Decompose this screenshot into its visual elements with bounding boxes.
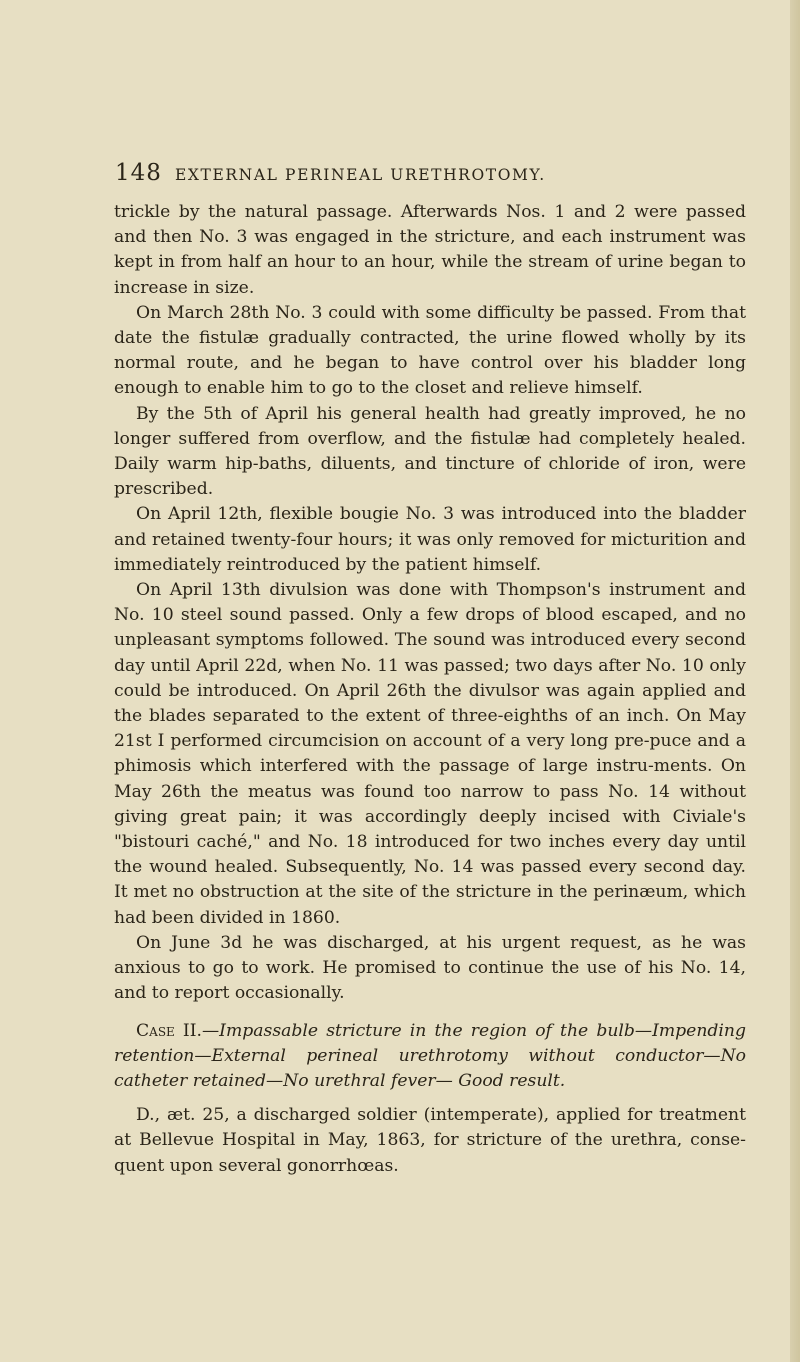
paragraph: By the 5th of April his general health had greatly improved, he no longer suffered from overflow, and the fistulæ had completely healed. Daily warm hip-baths, diluents, and tincture of chloride of iron, were prescribed. (114, 403, 746, 500)
case-body: D., æt. 25, a discharged soldier (intemperate), applied for treatment at Bellevue Hospital in May, 1863, for stricture of the urethra, conse-quent upon several gonorrhœas. (114, 1105, 746, 1176)
page-edge (790, 0, 800, 1362)
running-title: EXTERNAL PERINEAL URETHROTOMY. (175, 166, 546, 184)
paragraph: trickle by the natural passage. Afterwards Nos. 1 and 2 were passed and then No. 3 was engaged in the stricture, and each instrument was kept in from half an hour to an hour, while the stream of urine began to increase in size. (114, 202, 746, 298)
page-number: 148 (115, 160, 162, 186)
case-label: Case II. (136, 1020, 202, 1041)
case-heading (114, 1019, 746, 1095)
case-title: —Impassable stricture in the region of the bulb—Impending retention—External perineal urethrotomy without conductor—No catheter retained—No urethral fever— Good result. (114, 1020, 746, 1091)
paragraph: On April 12th, flexible bougie No. 3 was introduced into the bladder and retained twenty-four hours; it was only removed for micturition and immediately reintroduced by the patient himself. (114, 504, 746, 575)
paragraph: On June 3d he was discharged, at his urgent request, as he was anxious to go to work. He promised to continue the use of his No. 14, and to report occasionally. (114, 932, 746, 1004)
body-text (114, 200, 746, 1179)
page-header (115, 160, 735, 190)
paragraph: On April 13th divulsion was done with Thompson's instrument and No. 10 steel sound passed. Only a few drops of blood escaped, and no unpleasant symptoms followed. The sound was introduced every second day until April 22d, when No. 11 was passed; two days after No. 10 only could be introduced. On April 26th the divulsor was again applied and the blades separated to the extent of three-eighths of an inch. On May 21st I performed circumcision on account of a very long pre-puce and a phimosis which interfered with the passage of large instru-ments. On May 26th the meatus was found too narrow to pass No. 14 without giving great pain; it was accordingly deeply incised with Civiale's "bistouri caché," and No. 18 introduced for two inches every day until the wound healed. Subsequently, No. 14 was passed every second day. It met no obstruction at the site of the stricture in the perinæum, which had been divided in 1860. (114, 580, 746, 928)
paragraph: On March 28th No. 3 could with some difficulty be passed. From that date the fistulæ gradually contracted, the urine flowed wholly by its normal route, and he began to have control over his bladder long enough to enable him to go to the closet and relieve himself. (114, 302, 746, 399)
